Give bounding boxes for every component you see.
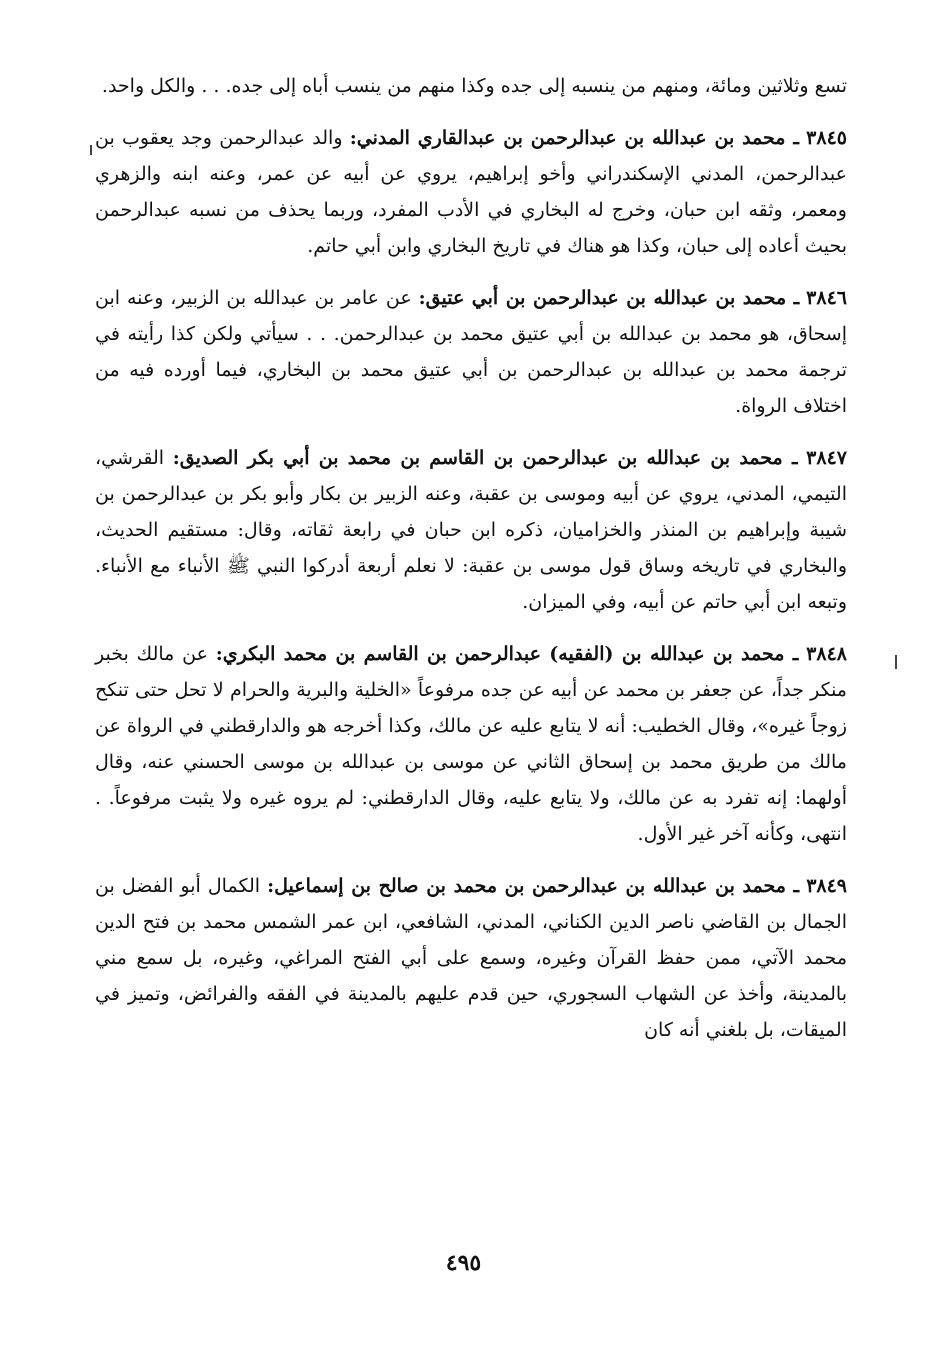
margin-mark: [895, 655, 897, 669]
page-number: ٤٩٥: [445, 1250, 482, 1276]
entry-text: عن عامر بن عبدالله بن الزبير، وعنه ابن إسحاق، هو محمد بن عبدالله بن أبي عتيق محمد بن عبدالرحمن. . . سيأتي ولكن كذا رأيته في ترجمة محمد بن عبدالله بن عبدالرحمن بن أبي عتيق محمد بن البخاري، فيما أورده فيه من اختلاف الرواة.: [95, 287, 847, 417]
entry-3849: [95, 868, 847, 1048]
entry-heading: ـ محمد بن عبدالله بن عبدالرحمن بن القاسم بن محمد بن أبي بكر الصديق:: [172, 447, 798, 469]
entry-heading: ـ محمد بن عبدالله بن عبدالرحمن بن محمد بن صالح بن إسماعيل:: [267, 875, 800, 897]
entry-text: والد عبدالرحمن وجد يعقوب بن عبدالرحمن، المدني الإسكندراني وأخو إبراهيم، يروي عن أبيه عن عمر، وعنه ابنه والزهري ومعمر، وثقه ابن حبان، وخرج له البخاري في الأدب المفرد، وربما يحذف من نسبه عبدالرحمن بحيث أعاده إلى حبان، وكذا هو هناك في تاريخ البخاري وابن أبي حاتم.: [95, 127, 847, 257]
margin-mark: [90, 145, 92, 155]
entry-3845: [95, 120, 847, 264]
entry-number: ٣٨٤٥: [806, 127, 847, 149]
paragraph-continuation: [95, 68, 847, 104]
entry-text: القرشي، التيمي، المدني، يروي عن أبيه وموسى بن عقبة، وعنه الزبير بن بكار وأبو بكر بن عبدالرحمن بن شيبة وإبراهيم بن المنذر والخزاميان، ذكره ابن حبان في رابعة ثقاته، وقال: مستقيم الحديث، والبخاري في تاريخه وساق قول موسى بن عقبة: لا نعلم أربعة أدركوا النبي ﷺ الأنباء مع الأنباء. وتبعه ابن أبي حاتم عن أبيه، وفي الميزان.: [95, 447, 847, 613]
entry-number: ٣٨٤٧: [806, 447, 847, 469]
entry-heading: ـ محمد بن عبدالله بن عبدالرحمن بن أبي عتيق:: [418, 287, 800, 309]
entry-3846: [95, 280, 847, 424]
paragraph-text: تسع وثلاثين ومائة، ومنهم من ينسبه إلى جده وكذا منهم من ينسب أباه إلى جده. . . والكل واحد.: [101, 75, 847, 97]
entry-number: ٣٨٤٩: [806, 875, 848, 897]
entry-number: ٣٨٤٨: [806, 643, 847, 665]
entry-heading: ـ محمد بن عبدالله بن عبدالرحمن بن عبدالقاري المدني:: [349, 127, 799, 149]
entry-text: عن مالك بخبر منكر جداً، عن جعفر بن محمد عن أبيه عن جده مرفوعاً «الخلية والبرية والحرام لا تحل حتى تنكح زوجاً غيره»، وقال الخطيب: أنه لا يتابع عليه عن مالك، وكذا أخرجه هو والدارقطني في الرواة عن مالك من طريق محمد بن إسحاق الثاني عن موسى بن عبدالله بن موسى الحسني عنه، وقال أولهما: إنه تفرد به عن مالك، ولا يتابع عليه، وقال الدارقطني: لم يروه غيره ولا يثبت مرفوعاً. . انتهى، وكأنه آخر غير الأول.: [95, 643, 847, 845]
entry-3847: [95, 440, 847, 620]
entry-3848: [95, 636, 847, 852]
entry-number: ٣٨٤٦: [806, 287, 847, 309]
page-body: [95, 68, 847, 1268]
entry-text: الكمال أبو الفضل بن الجمال بن القاضي ناصر الدين الكناني، المدني، الشافعي، ابن عمر الشمس محمد بن فتح الدين محمد الآتي، ممن حفظ القرآن وغيره، وسمع على أبي الفتح المراغي، وغيره، بل سمع مني بالمدينة، وأخذ عن الشهاب السجوري، حين قدم عليهم بالمدينة في الفقه والفرائض، وتميز في الميقات، بل بلغني أنه كان: [95, 875, 847, 1041]
entry-heading: ـ محمد بن عبدالله بن (الفقيه) عبدالرحمن بن القاسم بن محمد البكري:: [215, 643, 799, 665]
